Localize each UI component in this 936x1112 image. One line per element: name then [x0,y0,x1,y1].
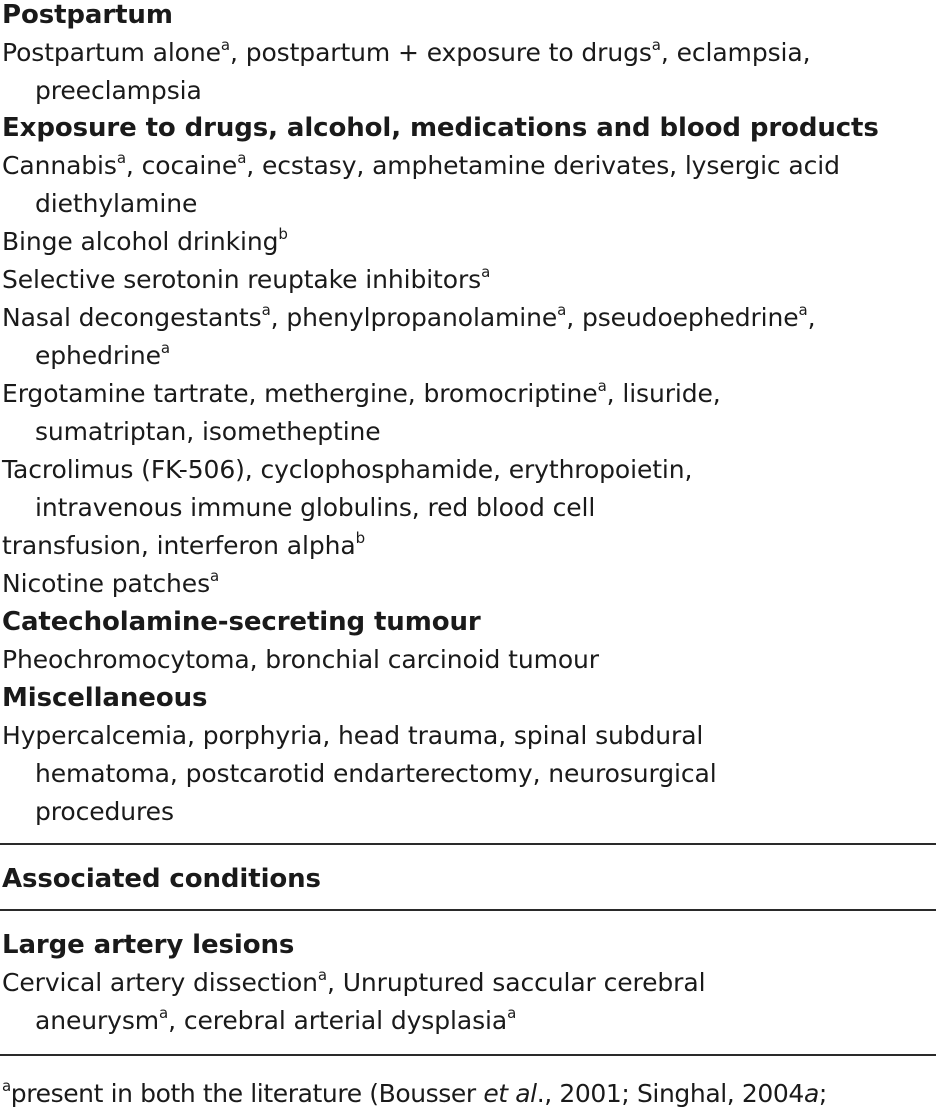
segment-wrapper [2,38,221,67]
segment-wrapper [799,303,808,332]
text-segment: Binge alcohol drinking [2,227,279,256]
text-segment: ephedrine [35,341,161,370]
segment-wrapper [2,265,481,294]
text-segment: , eclampsia, [660,38,811,67]
segment-wrapper [278,227,287,256]
segment-wrapper [808,303,816,332]
ssri-line [2,265,490,298]
segment-wrapper [35,417,381,446]
tacro-line-2 [35,493,595,523]
text-segment: , phenylpropanolamine [270,303,558,332]
text-segment: , cerebral arterial dysplasia [168,1006,508,1035]
footnote-marker: a [798,301,808,319]
segment-wrapper [2,113,879,143]
nicotine-line [2,569,219,602]
misc-line-1 [2,721,703,751]
footnote-marker: a [159,1004,169,1022]
segment-wrapper [210,569,219,598]
segment-wrapper [35,189,197,218]
text-segment: Postpartum alone [2,38,221,67]
segment-wrapper [356,531,365,560]
segment-wrapper [2,569,210,598]
segment-wrapper [507,1006,516,1035]
text-segment: ; [818,1079,827,1108]
segment-wrapper [159,1006,168,1035]
footnote-line [2,1079,827,1112]
footnote-marker: b [355,529,365,547]
segment-wrapper [35,797,174,826]
text-segment: Ergotamine tartrate, methergine, bromocriptine [2,379,598,408]
segment-wrapper [819,1079,827,1108]
segment-wrapper [237,151,246,180]
tacro-line-3 [2,531,365,564]
text-segment: Associated conditions [2,864,321,894]
footnote-marker: a [557,301,567,319]
footnote-marker: a [210,567,220,585]
large-artery-heading [2,930,294,960]
segment-wrapper [2,930,294,960]
segment-wrapper [35,759,717,788]
segment-wrapper [35,1006,159,1035]
text-segment: present in both the literature (Bousser [10,1079,484,1108]
pheo-line [2,645,599,675]
segment-wrapper [318,968,327,997]
cannabis-line-1 [2,151,840,184]
segment-wrapper [2,645,599,674]
segment-wrapper [35,493,595,522]
segment-wrapper [2,151,117,180]
exposure-heading [2,113,879,143]
segment-wrapper [804,1079,819,1108]
segment-wrapper [566,303,798,332]
associated-heading [2,864,321,894]
footnote-marker: a [481,263,491,281]
segment-wrapper [483,1079,536,1108]
text-segment: , cocaine [125,151,238,180]
postpartum-line-2 [35,76,202,106]
cervical-line-2 [35,1006,516,1039]
segment-wrapper [2,0,173,30]
segment-wrapper [2,864,321,894]
footnote-marker: a [237,149,247,167]
segment-wrapper [35,341,161,370]
segment-wrapper [2,1079,11,1108]
postpartum-line-1 [2,38,810,71]
text-segment: Nicotine patches [2,569,210,598]
text-segment: hematoma, postcarotid endarterectomy, neurosurgical [35,759,717,788]
segment-wrapper [230,38,652,67]
segment-wrapper [598,379,607,408]
segment-wrapper [2,607,481,637]
text-segment: , lisuride, [606,379,721,408]
italic-text: a [803,1079,819,1108]
misc-line-2 [35,759,717,789]
table-rule [0,909,936,911]
text-segment: Miscellaneous [2,683,208,713]
text-segment: Cervical artery dissection [2,968,318,997]
segment-wrapper [327,968,705,997]
segment-wrapper [607,379,721,408]
segment-wrapper [2,968,318,997]
segment-wrapper [2,683,207,713]
catecholamine-heading [2,607,481,637]
ergot-line-1 [2,379,721,412]
text-segment: diethylamine [35,189,198,218]
text-segment: Catecholamine-secreting tumour [2,607,481,637]
text-segment: Hypercalcemia, porphyria, head trauma, spinal subdural [2,721,704,750]
footnote-marker: a [507,1004,517,1022]
text-segment: , ecstasy, amphetamine derivates, lysergic acid [246,151,840,180]
text-segment: , postpartum + exposure to drugs [230,38,652,67]
text-segment: Pheochromocytoma, bronchial carcinoid tumour [2,645,599,674]
segment-wrapper [2,303,262,332]
text-segment: Nasal decongestants [2,303,262,332]
segment-wrapper [221,38,230,67]
segment-wrapper [168,1006,507,1035]
text-segment: intravenous immune globulins, red blood cell [35,493,596,522]
postpartum-heading [2,0,173,30]
footnote-marker: a [220,36,231,54]
segment-wrapper [661,38,811,67]
segment-wrapper [2,227,278,256]
text-segment: procedures [35,797,174,826]
segment-wrapper [2,531,356,560]
segment-wrapper [2,379,598,408]
binge-line [2,227,288,260]
text-segment: , pseudoephedrine [566,303,799,332]
text-segment: Postpartum [2,0,173,30]
segment-wrapper [35,76,202,105]
footnote-marker: a [160,339,170,357]
segment-wrapper [537,1079,804,1108]
misc-line-3 [35,797,174,827]
text-segment: Exposure to drugs, alcohol, medications and blood products [2,113,879,143]
text-segment: sumatriptan, isometheptine [35,417,381,446]
table-rule [0,843,936,845]
text-segment: Large artery lesions [2,930,295,960]
footnote-marker: b [278,225,288,243]
nasal-line-1 [2,303,816,336]
segment-wrapper [2,721,703,750]
segment-wrapper [262,303,271,332]
cannabis-line-2 [35,189,197,219]
segment-wrapper [11,1079,484,1108]
footnote-marker: a [597,377,607,395]
footnote-marker: a [2,1077,11,1095]
table-rule [0,1054,936,1056]
footnote-marker: a [317,966,327,984]
text-segment: Tacrolimus (FK-506), cyclophosphamide, erythropoietin, [2,455,693,484]
text-segment: , Unruptured saccular cerebral [327,968,706,997]
segment-wrapper [271,303,558,332]
segment-wrapper [557,303,566,332]
segment-wrapper [2,455,692,484]
tacro-line-1 [2,455,692,485]
text-segment: preeclampsia [35,76,202,105]
footnote-marker: a [651,36,661,54]
text-segment: ., 2001; Singhal, 2004 [536,1079,804,1108]
footnote-marker: a [261,301,271,319]
italic-text: et al [483,1079,537,1108]
text-segment: Selective serotonin reuptake inhibitors [2,265,482,294]
text-segment: , [807,303,816,332]
misc-heading [2,683,207,713]
segment-wrapper [117,151,126,180]
cervical-line-1 [2,968,705,1001]
footnote-marker: a [116,149,126,167]
segment-wrapper [481,265,490,294]
segment-wrapper [246,151,840,180]
text-segment: transfusion, interferon alpha [2,531,356,560]
text-segment: Cannabis [2,151,117,180]
ergot-line-2 [35,417,381,447]
segment-wrapper [126,151,237,180]
text-segment: aneurysm [35,1006,160,1035]
segment-wrapper [161,341,170,370]
nasal-line-2 [35,341,170,374]
segment-wrapper [652,38,661,67]
